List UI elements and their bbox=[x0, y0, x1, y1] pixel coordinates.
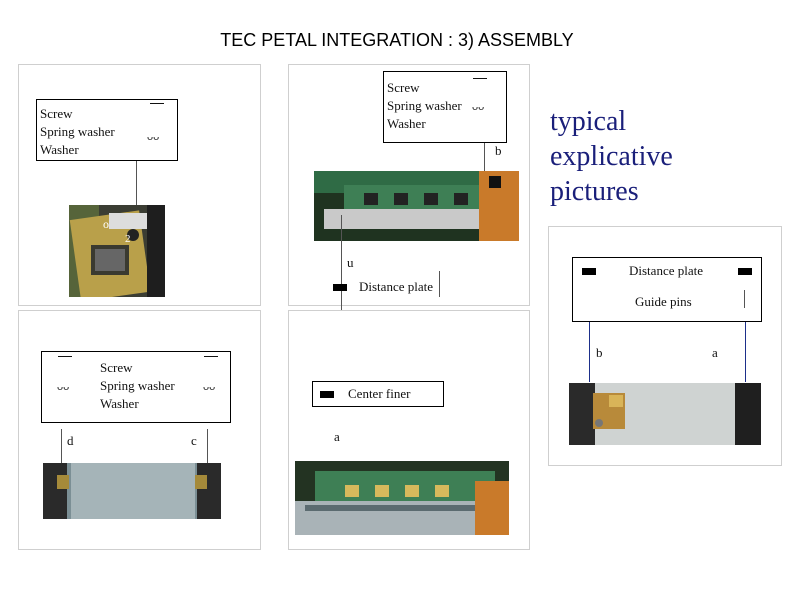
marker-a: a bbox=[712, 345, 718, 360]
legend-box bbox=[572, 257, 762, 322]
panel-screw-detail bbox=[18, 64, 261, 306]
guide-pins-photo bbox=[569, 383, 761, 445]
legend-guide-pins: Guide pins bbox=[635, 294, 692, 309]
legend-screw: Screw bbox=[387, 80, 420, 95]
page-title: TEC PETAL INTEGRATION : 3) ASSEMBLY bbox=[220, 30, 574, 50]
legend-distance-plate: Distance plate bbox=[629, 263, 703, 278]
legend-washer: Washer bbox=[100, 396, 139, 411]
center-finer-photo-art bbox=[295, 461, 509, 535]
side-caption bbox=[550, 104, 673, 209]
legend-spring-washer: Spring washer bbox=[40, 124, 115, 139]
plate-ends-photo bbox=[43, 463, 221, 519]
plate-ends-photo-art bbox=[43, 463, 221, 519]
petal-photo bbox=[314, 171, 519, 241]
marker-d: d bbox=[67, 433, 74, 448]
marker-b: b bbox=[596, 345, 603, 360]
spring-washer-symbol-left: ᴗᴗ bbox=[57, 381, 70, 393]
side-caption-line-3: pictures bbox=[550, 176, 639, 207]
distance-plate-symbol-right bbox=[738, 268, 752, 275]
marker-2: 2 bbox=[125, 233, 131, 245]
legend-spring-washer: Spring washer bbox=[100, 378, 175, 393]
plate-symbol bbox=[333, 284, 347, 291]
guide-pins-photo-art bbox=[569, 383, 761, 445]
screw-symbol bbox=[473, 78, 487, 79]
panel-screw-ends bbox=[18, 310, 261, 550]
pointer-line-a bbox=[745, 322, 746, 382]
panel-center-finer bbox=[288, 310, 530, 550]
legend-screw: Screw bbox=[100, 360, 133, 375]
module-photo-art bbox=[69, 205, 165, 297]
center-finer-label: Center finer bbox=[348, 386, 411, 401]
distance-plate-symbol-left bbox=[582, 268, 596, 275]
plate-label: Distance plate bbox=[359, 279, 433, 294]
marker-c: c bbox=[191, 433, 197, 448]
legend-box bbox=[41, 351, 231, 423]
spring-washer-symbol: ᴗᴗ bbox=[147, 131, 160, 143]
legend-washer: Washer bbox=[40, 142, 79, 157]
legend-screw: Screw bbox=[40, 106, 73, 121]
center-finer-photo bbox=[295, 461, 509, 535]
petal-photo-art bbox=[314, 171, 519, 241]
spring-washer-symbol-right: ᴗᴗ bbox=[203, 381, 216, 393]
center-finer-symbol bbox=[320, 391, 334, 398]
legend-box bbox=[312, 381, 444, 407]
legend-box bbox=[36, 99, 178, 161]
legend-washer: Washer bbox=[387, 116, 426, 131]
marker-o: o bbox=[103, 217, 109, 231]
screw-symbol-left bbox=[58, 356, 72, 357]
guide-pin-symbol bbox=[744, 290, 745, 308]
plate-bracket bbox=[439, 271, 440, 297]
pointer-line-u bbox=[341, 215, 342, 320]
pointer-line-b bbox=[589, 322, 590, 382]
panel-guide-pins bbox=[548, 226, 782, 466]
marker-b: b bbox=[495, 143, 502, 158]
legend-spring-washer: Spring washer bbox=[387, 98, 462, 113]
side-caption-line-1: typical bbox=[550, 106, 627, 137]
panel-distance-plate bbox=[288, 64, 530, 306]
legend-box bbox=[383, 71, 507, 143]
screw-symbol-right bbox=[204, 356, 218, 357]
screw-symbol bbox=[150, 103, 164, 104]
spring-washer-symbol: ᴗᴗ bbox=[472, 101, 485, 113]
module-photo bbox=[69, 205, 165, 297]
marker-u: u bbox=[347, 255, 354, 270]
marker-a: a bbox=[334, 429, 340, 444]
side-caption-line-2: explicative bbox=[550, 141, 673, 172]
